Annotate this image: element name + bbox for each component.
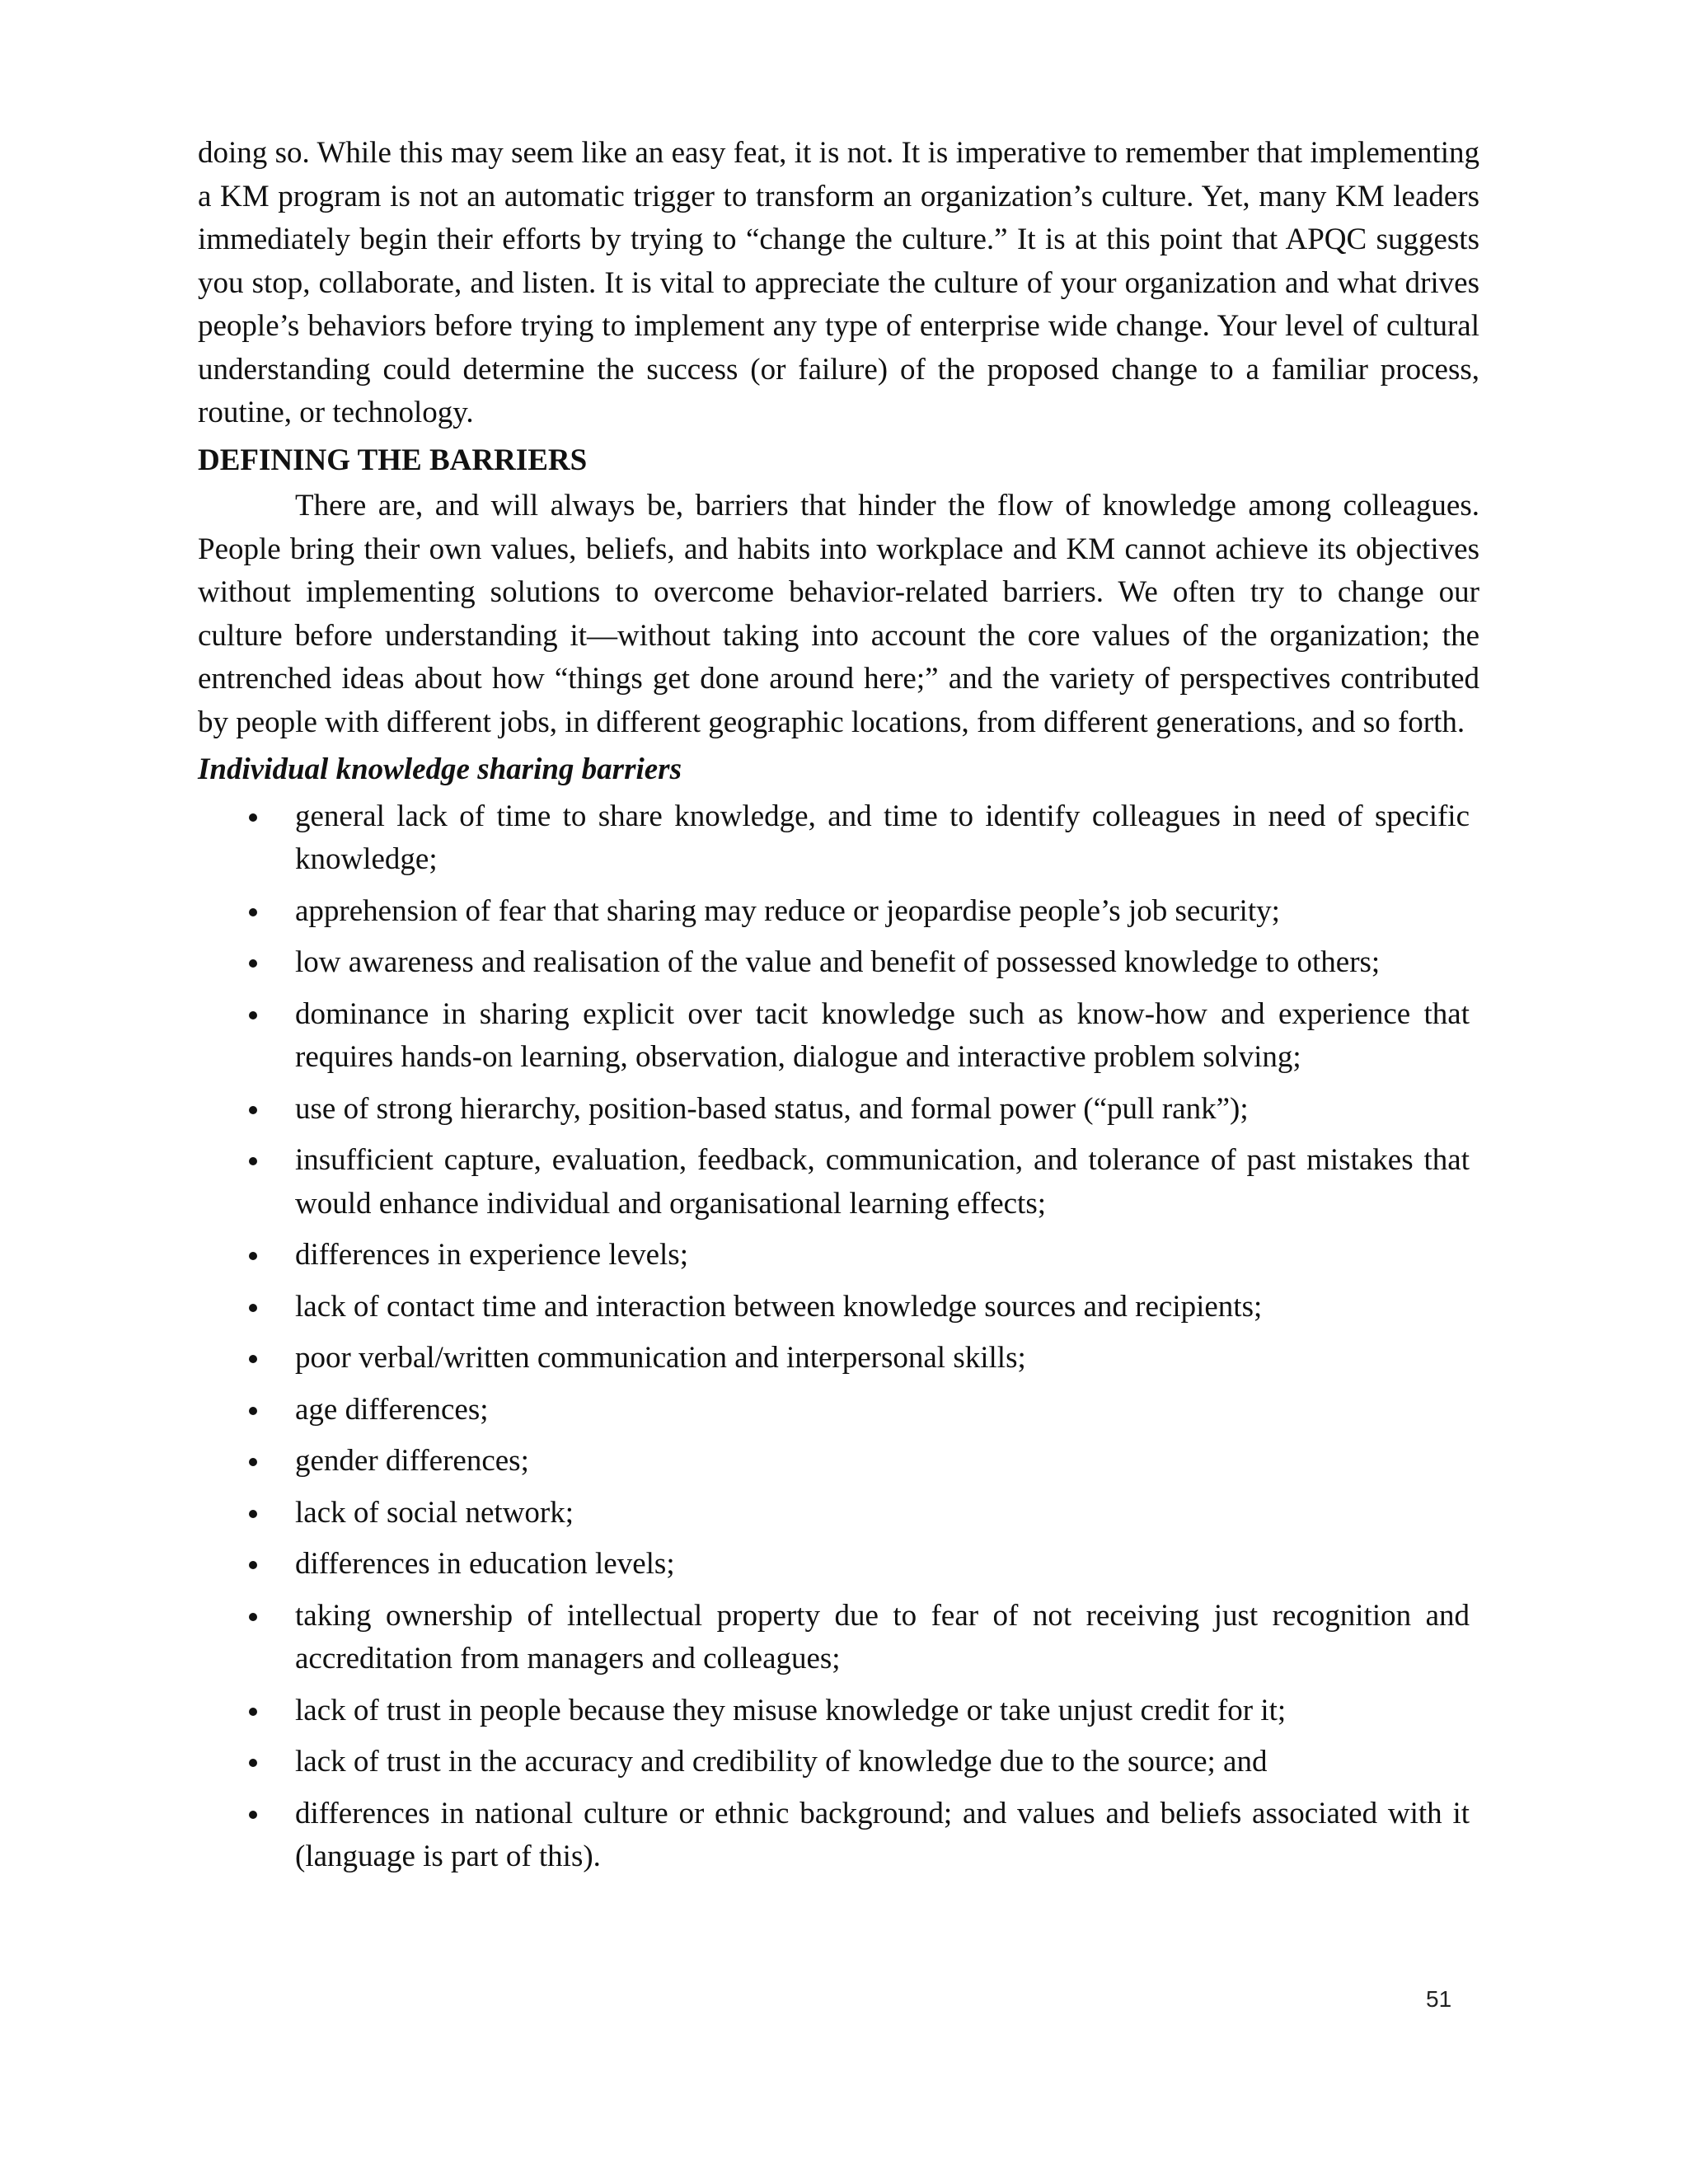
list-item-text: lack of contact time and interaction between knowledge sources and recipients; [295,1289,1263,1324]
list-item [198,1543,1479,1586]
list-item [198,795,1479,882]
list-item-text: dominance in sharing explicit over tacit knowledge such as know-how and experience that requires hands-on learning, observation, dialogue and interactive problem solving; [295,996,1470,1074]
document-page [198,132,1479,1887]
bullet-icon [249,1759,257,1767]
intro-paragraph: doing so. While this may seem like an easy feat, it is not. It is imperative to remember that implementing a KM program is not an automatic trigger to transform an organization’s culture. Yet, many KM leaders immediately begin their efforts by trying to “change the culture.” It is at this point that APQC suggests you stop, collaborate, and listen. It is vital to appreciate the culture of your organization and what drives people’s behaviors before trying to implement any type of enterprise wide change. Your level of cultural understanding could determine the success (or failure) of the proposed change to a familiar process, routine, or technology. [198,136,1479,429]
bullet-icon [249,1407,257,1415]
subheading: Individual knowledge sharing barriers [198,752,682,786]
bullet-icon [249,1613,257,1621]
list-item [198,1286,1479,1329]
list-item [198,993,1479,1080]
list-item-text: lack of trust in the accuracy and credibility of knowledge due to the source; and [295,1745,1268,1779]
bullet-icon [249,908,257,916]
list-item-text: low awareness and realisation of the value and benefit of possessed knowledge to others; [295,945,1381,979]
bullet-icon [249,1708,257,1716]
list-item [198,890,1479,934]
list-item [198,1793,1479,1879]
list-item-text: taking ownership of intellectual property due to fear of not receiving just recognition and accreditation from managers and colleagues; [295,1598,1470,1675]
bullet-icon [249,1157,257,1165]
list-item [198,1088,1479,1132]
bullet-icon [249,1811,257,1819]
list-item [198,1440,1479,1483]
list-item-text: lack of trust in people because they misuse knowledge or take unjust credit for it; [295,1693,1287,1727]
list-item-text: use of strong hierarchy, position-based status, and formal power (“pull rank”); [295,1091,1249,1126]
list-item [198,1389,1479,1432]
list-item-text: differences in experience levels; [295,1238,688,1272]
list-item [198,1234,1479,1277]
list-item [198,941,1479,985]
bullet-icon [249,1011,257,1019]
bullet-icon [249,959,257,968]
list-item-text: age differences; [295,1392,489,1427]
list-item-text: lack of social network; [295,1495,574,1530]
list-item-text: insufficient capture, evaluation, feedback, communication, and tolerance of past mistakes that would enhance individual and organisational learning effects; [295,1143,1470,1221]
bullet-icon [249,1252,257,1260]
bullet-icon [249,1510,257,1518]
bullet-icon [249,1561,257,1569]
section-heading: DEFINING THE BARRIERS [198,443,588,477]
list-item [198,1690,1479,1733]
section-paragraph: There are, and will always be, barriers that hinder the flow of knowledge among colleagues. People bring their own values, beliefs, and habits into workplace and KM cannot achieve its objectives without implementing solutions to overcome behavior-related barriers. We often try to change our culture before understanding it—without taking into account the core values of the organization; the entrenched ideas about how “things get done around here;” and the variety of perspectives contributed by people with different jobs, in different geographic locations, from different generations, and so forth. [198,489,1479,739]
list-item-text: poor verbal/written communication and interpersonal skills; [295,1341,1026,1375]
page-number: 51 [1426,1986,1452,2012]
list-item [198,1492,1479,1535]
barriers-list [198,795,1479,1879]
list-item-text: gender differences; [295,1444,529,1478]
bullet-icon [249,1106,257,1114]
bullet-icon [249,1304,257,1312]
list-item [198,1741,1479,1784]
bullet-icon [249,1458,257,1466]
list-item [198,1337,1479,1380]
list-item-text: differences in education levels; [295,1547,675,1581]
list-item-text: apprehension of fear that sharing may reduce or jeopardise people’s job security; [295,893,1280,928]
bullet-icon [249,813,257,822]
bullet-icon [249,1355,257,1363]
list-item [198,1595,1479,1681]
list-item [198,1139,1479,1226]
list-item-text: differences in national culture or ethnic background; and values and beliefs associated with it (language is part of this). [295,1796,1470,1873]
list-item-text: general lack of time to share knowledge, and time to identify colleagues in need of specific knowledge; [295,799,1470,876]
